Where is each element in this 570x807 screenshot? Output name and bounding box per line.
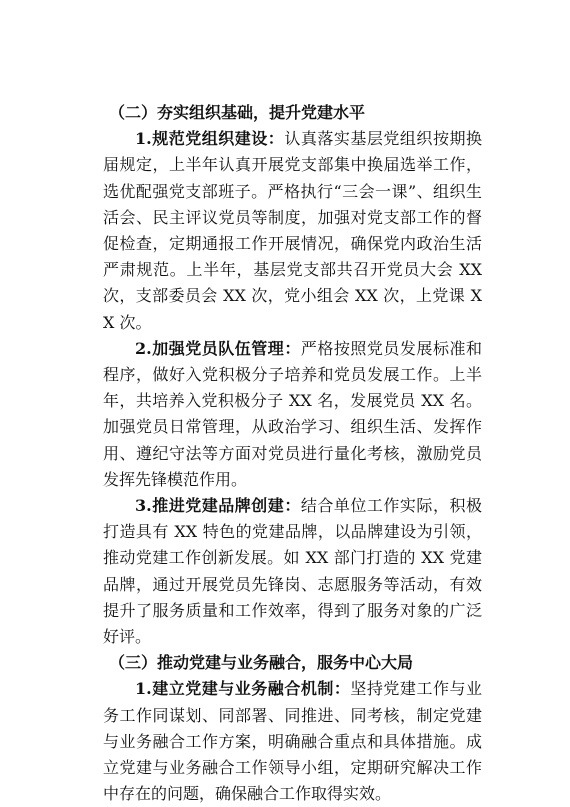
paragraph-body: 严格按照党员发展标准和程序，做好入党积极分子培养和党员发展工作。上半年，共培养入党积极分子 XX 名，发展党员 XX 名。加强党员日常管理，从政治学习、组织生活、发挥作用、遵纪守法等方面对党员进行量化考核，激励党员发挥先锋模范作用。: [103, 338, 482, 489]
paragraph-lead: 3.推进党建品牌创建：: [135, 496, 301, 516]
paragraph-body: 坚持党建工作与业务工作同谋划、同部署、同推进、同考核，制定党建与业务融合工作方案，明确融合重点和具体措施。成立党建与业务融合工作领导小组，定期研究解决工作中存在的问题，确保融合工作取得实效。: [103, 679, 482, 804]
paragraph-body: 认真落实基层党组织按期换届规定，上半年认真开展党支部集中换届选举工作，选优配强党支部班子。严格执行“三会一课”、组织生活会、民主评议党员等制度，加强对党支部工作的督促检查，定期通报工作开展情况，确保党内政治生活严肃规范。上半年，基层党支部共召开党员大会 XX 次，支部委员会 XX 次，党小组会 XX 次，上党课 XX 次。: [103, 129, 482, 332]
section-heading: （三）推动党建与业务融合，服务中心大局: [109, 653, 414, 673]
paragraph-lead: 1.建立党建与业务融合机制：: [135, 679, 351, 699]
section-heading: （二）夯实组织基础，提升党建水平: [109, 103, 366, 122]
paragraph: [103, 676, 482, 807]
paragraph: [103, 493, 482, 650]
paragraph-lead: 1.规范党组织建设：: [135, 129, 285, 149]
paragraph-lead: 2.加强党员队伍管理：: [135, 338, 301, 358]
paragraph-body: 结合单位工作实际，积极打造具有 XX 特色的党建品牌，以品牌建设为引领，推动党建工作创新发展。如 XX 部门打造的 XX 党建品牌，通过开展党员先锋岗、志愿服务等活动，有效提升了服务质量和工作效率，得到了服务对象的广泛好评。: [103, 496, 482, 647]
paragraph: [103, 336, 482, 493]
paragraph: [103, 126, 482, 336]
